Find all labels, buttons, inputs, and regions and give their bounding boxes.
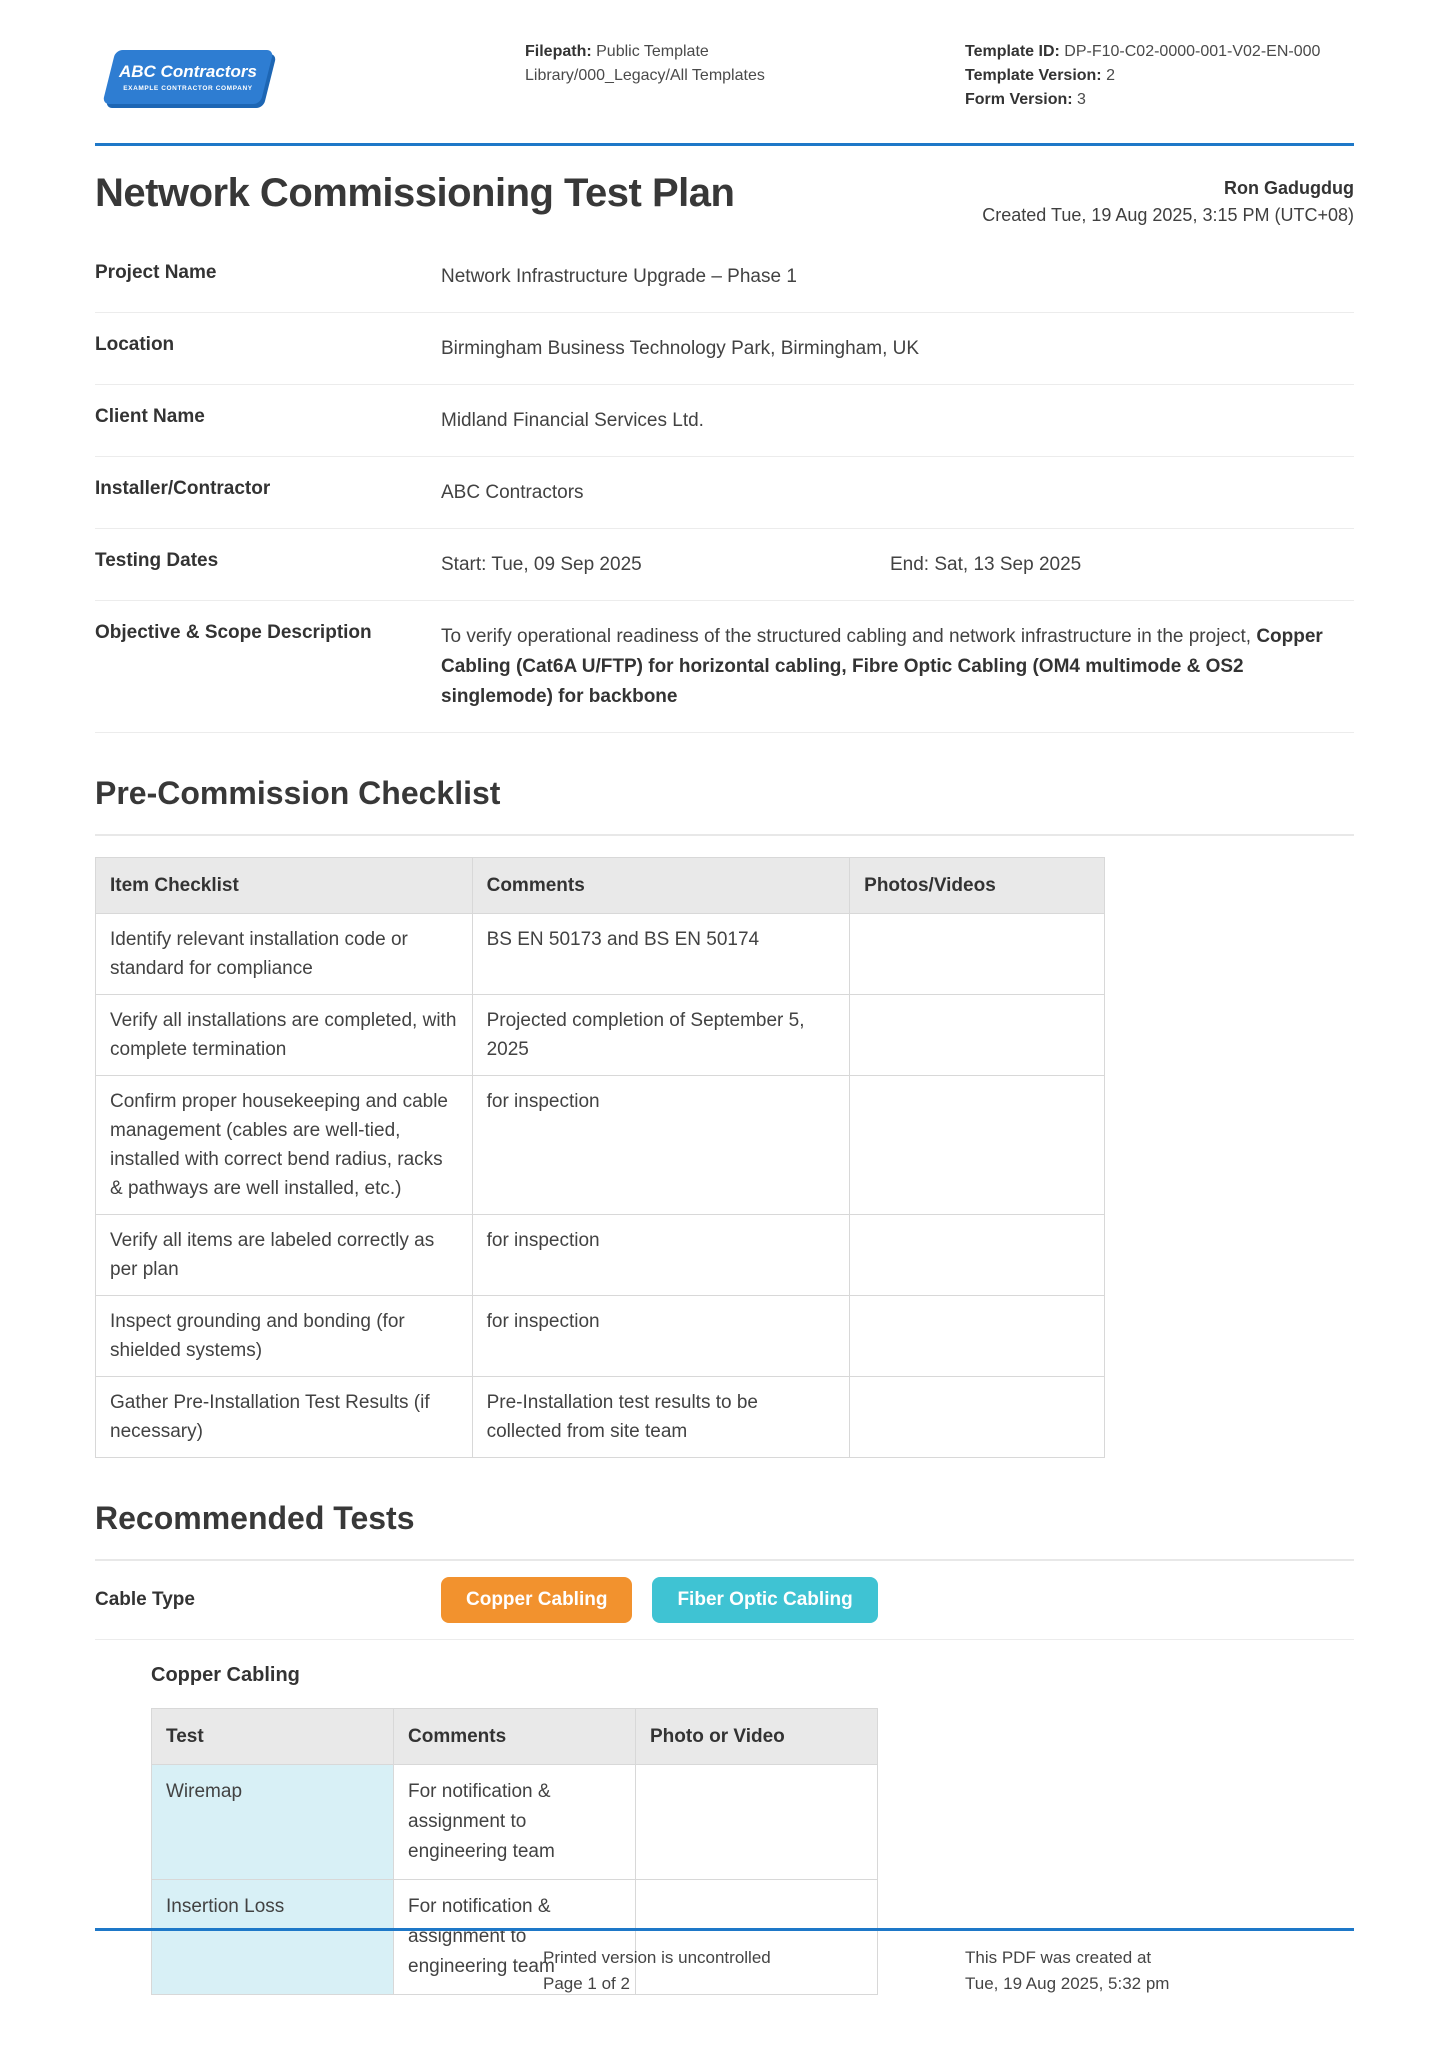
form-version-line [965, 88, 1345, 112]
column-header-comments: Comments [472, 858, 850, 914]
field-value: Midland Financial Services Ltd. [441, 410, 704, 431]
table-row [96, 1377, 1105, 1458]
photo-cell [636, 1765, 878, 1880]
template-id-value: DP-F10-C02-0000-001-V02-EN-000 [1064, 43, 1321, 60]
column-header-item-checklist: Item Checklist [96, 858, 473, 914]
footer-divider [95, 1928, 1354, 1931]
cable-type-options [441, 1577, 1354, 1623]
column-header-photo-or-video: Photo or Video [636, 1709, 878, 1765]
field-value: Birmingham Business Technology Park, Birmingham, UK [441, 338, 920, 359]
field-row-installer [95, 457, 1354, 529]
form-version-label: Form Version: [965, 91, 1073, 108]
footer-right-block [965, 1945, 1169, 1997]
pre-commission-table [95, 857, 1105, 1458]
template-id-label: Template ID: [965, 43, 1060, 60]
objective-text-bold: Copper Cabling (Cat6A U/FTP) for horizontal cabling, Fibre Optic Cabling (OM4 multimode & OS2 singlemode) for backbone [441, 626, 1323, 707]
test-cell: Insertion Loss [152, 1880, 394, 1995]
comment-cell: for inspection [472, 1076, 850, 1215]
comment-cell: for inspection [472, 1296, 850, 1377]
table-header-row [152, 1709, 878, 1765]
filepath-value: Public Template Library/000_Legacy/All Templates [525, 43, 765, 84]
column-header-test: Test [152, 1709, 394, 1765]
field-label: Location [95, 334, 175, 355]
photos-cell [850, 1215, 1105, 1296]
table-row [96, 914, 1105, 995]
table-row [96, 1215, 1105, 1296]
title-row [95, 171, 1354, 229]
table-row [96, 995, 1105, 1076]
photos-cell [850, 995, 1105, 1076]
logo-title: ABC Contractors [119, 62, 257, 81]
field-value: ABC Contractors [441, 482, 584, 503]
created-timestamp: Created Tue, 19 Aug 2025, 3:15 PM (UTC+08) [982, 205, 1354, 225]
section-heading-recommended-tests: Recommended Tests [95, 1500, 415, 1536]
form-version-value: 3 [1077, 91, 1086, 108]
field-row-project-name [95, 241, 1354, 313]
template-info-block [965, 40, 1345, 112]
form-fields [95, 241, 1354, 733]
objective-text: To verify operational readiness of the structured cabling and network infrastructure in the project, [441, 626, 1257, 647]
field-value: Network Infrastructure Upgrade – Phase 1 [441, 266, 797, 287]
filepath-block [525, 40, 855, 88]
comment-cell: For notification & assignment to engineering team [394, 1880, 636, 1995]
column-header-comments: Comments [394, 1709, 636, 1765]
template-version-value: 2 [1106, 67, 1115, 84]
template-version-label: Template Version: [965, 67, 1102, 84]
copper-cabling-subheading: Copper Cabling [151, 1664, 300, 1686]
template-version-line [965, 64, 1345, 88]
photos-cell [850, 1076, 1105, 1215]
page-header [95, 0, 1354, 143]
section-heading-pre-commission: Pre-Commission Checklist [95, 775, 501, 811]
field-value [441, 622, 1354, 712]
header-divider [95, 143, 1354, 146]
filepath-label: Filepath: [525, 43, 592, 60]
field-row-client-name [95, 385, 1354, 457]
field-row-testing-dates [95, 529, 1354, 601]
created-block [982, 171, 1354, 229]
field-label: Testing Dates [95, 550, 219, 571]
item-cell: Identify relevant installation code or standard for compliance [96, 914, 473, 995]
logo-subtitle: EXAMPLE CONTRACTOR COMPANY [123, 85, 253, 92]
fiber-optic-cabling-button[interactable]: Fiber Optic Cabling [652, 1577, 877, 1623]
copper-cabling-button[interactable]: Copper Cabling [441, 1577, 632, 1623]
comment-cell: for inspection [472, 1215, 850, 1296]
test-cell: Wiremap [152, 1765, 394, 1880]
section-divider [95, 834, 1354, 836]
item-cell: Verify all installations are completed, with complete termination [96, 995, 473, 1076]
item-cell: Inspect grounding and bonding (for shielded systems) [96, 1296, 473, 1377]
field-label: Installer/Contractor [95, 478, 271, 499]
footer-created-timestamp: Tue, 19 Aug 2025, 5:32 pm [965, 1974, 1170, 1993]
field-label: Objective & Scope Description [95, 622, 372, 643]
column-header-photos-videos: Photos/Videos [850, 858, 1105, 914]
cable-type-label: Cable Type [95, 1589, 195, 1610]
item-cell: Verify all items are labeled correctly as per plan [96, 1215, 473, 1296]
abc-contractors-logo [102, 50, 273, 104]
field-label: Client Name [95, 406, 205, 427]
field-label: Project Name [95, 262, 217, 283]
field-row-objective [95, 601, 1354, 733]
page-title: Network Commissioning Test Plan [95, 171, 735, 215]
item-cell: Gather Pre-Installation Test Results (if necessary) [96, 1377, 473, 1458]
logo-text [119, 62, 257, 92]
footer-uncontrolled-note: Printed version is uncontrolled [543, 1948, 771, 1967]
table-row [152, 1765, 878, 1880]
comment-cell: Pre-Installation test results to be collected from site team [472, 1377, 850, 1458]
testing-end-date: End: Sat, 13 Sep 2025 [890, 554, 1082, 575]
table-header-row [96, 858, 1105, 914]
template-id-line [965, 40, 1345, 64]
footer-left-block [543, 1945, 771, 1997]
footer-page-number: Page 1 of 2 [543, 1974, 630, 1993]
cable-type-row [95, 1561, 1354, 1640]
comment-cell: For notification & assignment to engineering team [394, 1765, 636, 1880]
photos-cell [850, 1377, 1105, 1458]
comment-cell: BS EN 50173 and BS EN 50174 [472, 914, 850, 995]
photos-cell [850, 914, 1105, 995]
footer-created-note: This PDF was created at [965, 1948, 1152, 1967]
field-row-location [95, 313, 1354, 385]
author-name: Ron Gadugdug [1224, 178, 1354, 198]
item-cell: Confirm proper housekeeping and cable management (cables are well-tied, installed with correct bend radius, racks & pathways are well installed, etc.) [96, 1076, 473, 1215]
comment-cell: Projected completion of September 5, 2025 [472, 995, 850, 1076]
photos-cell [850, 1296, 1105, 1377]
testing-start-date: Start: Tue, 09 Sep 2025 [441, 554, 642, 575]
table-row [96, 1296, 1105, 1377]
table-row [96, 1076, 1105, 1215]
